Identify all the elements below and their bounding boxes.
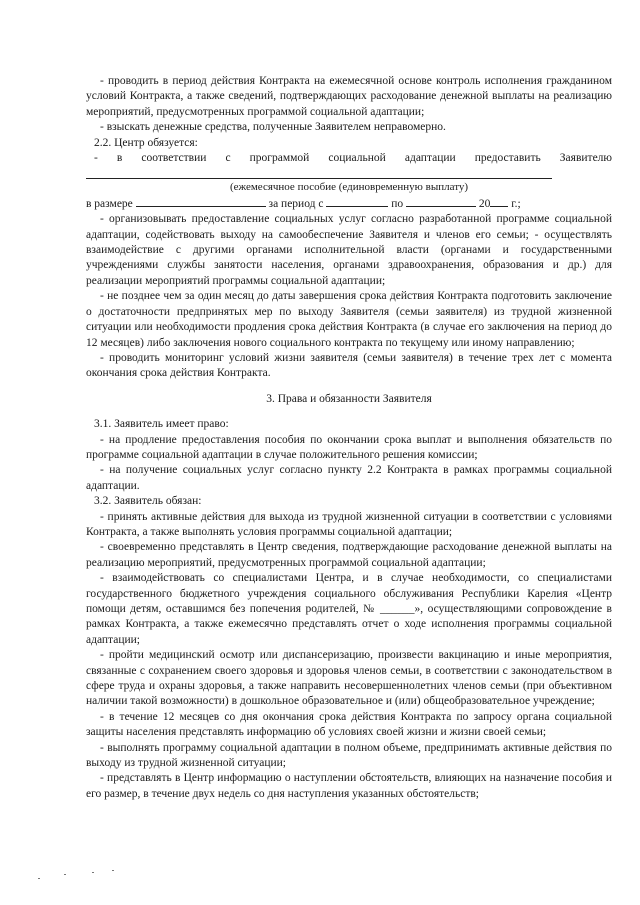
paragraph-monitoring: - проводить мониторинг условий жизни заявителя (семьи заявителя) в течение трех лет с момента окончания срока действия Контракта. — [86, 351, 612, 380]
blank-date-from — [326, 196, 388, 207]
section-3-1-title: 3.1. Заявитель имеет право: — [94, 418, 229, 431]
period-from-label: за период с — [268, 197, 324, 210]
paragraph-control: - проводить в период действия Контракта на ежемесячной основе контроль исполнения гражданином условий Контракта, а также сведений, подтверждающих расходование денежной выплаты на реализацию мероприятий, предусмотренных программой социальной адаптации; — [86, 75, 612, 118]
amount-line — [86, 196, 612, 212]
year-label: 20 — [478, 197, 491, 210]
document-body — [86, 74, 612, 802]
paragraph-cooperate: - взаимодействовать со специалистами Центра, и в случае необходимости, со специалистами государственного бюджетного учреждения социального обслуживания Республики Карелия «Центр помощи детям, оставшимся без попечения родителей, № ______», осуществляющими сопровождение в рамках Контракта, а также ежемесячно представлять отчет о ходе исполнения программы социальной адаптации; — [86, 572, 612, 646]
section-3-2-title: 3.2. Заявитель обязан: — [94, 495, 202, 508]
scan-specks — [34, 866, 154, 886]
blank-line-benefit — [86, 166, 552, 179]
paragraph-extension-right: - на продление предоставления пособия по окончании срока выплат и выполнения обязательств по программе социальной адаптации в случае положительного решения комиссии; — [86, 433, 612, 461]
section-2-2-title: 2.2. Центр обязуется: — [94, 136, 198, 149]
paragraph-medical: - пройти медицинский осмотр или диспансеризацию, произвести вакцинацию и иные мероприятия, связанные с сохранением своего здоровья и здоровья членов семьи, в соответствии с законодательством в сфере труда и охраны здоровья, а также направить несовершеннолетних членов семьи (при объективном наличии такой возможности) в дошкольное образовательное и (или) общеобразовательное учреждение; — [86, 649, 612, 708]
paragraph-recover-funds: - взыскать денежные средства, полученные Заявителем неправомерно. — [100, 121, 446, 134]
paragraph-notify-circumstances: - представлять в Центр информацию о наступлении обстоятельств, влияющих на назначение пособия и его размер, в течение двух недель со дня наступления указанных обстоятельств; — [86, 772, 612, 800]
paragraph-12-months: - в течение 12 месяцев со дня окончания срока действия Контракта по запросу органа социальной защиты населения представлять информацию об условиях своей жизни и жизни своей семьи; — [86, 710, 612, 739]
paragraph-active-actions: - принять активные действия для выхода из трудной жизненной ситуации в соответствии с условиями Контракта, а также выполнять условия программы социальной адаптации; — [86, 510, 612, 538]
amount-prefix: в размере — [86, 197, 133, 210]
blank-date-to — [406, 196, 476, 207]
blank-year — [490, 196, 508, 207]
paragraph-fulfil-program: - выполнять программу социальной адаптации в полном объеме, предпринимать активные действия по выходу из трудной жизненной ситуации; — [86, 741, 612, 770]
year-suffix: г.; — [511, 197, 521, 210]
blank-amount — [136, 196, 266, 207]
paragraph-submit-info: - своевременно представлять в Центр сведения, подтверждающие расходование денежной выплаты на реализацию мероприятий, предусмотренных программой социальной адаптации; — [86, 541, 612, 569]
benefit-caption: (ежемесячное пособие (единовременную выплату) — [229, 181, 469, 194]
paragraph-conclusion: - не позднее чем за один месяц до даты завершения срока действия Контракта подготовить заключение о достаточности предпринятых мер по выходу Заявителя (семьи заявителя) из трудной жизненной ситуации или необходимости продления срока действия Контракта (в случае его заключения на период до 12 месяцев) либо заключения нового социального контракта по текущему или иному направлению; — [86, 290, 612, 349]
period-to-label: по — [391, 197, 404, 210]
paragraph-organize-services: - организовывать предоставление социальных услуг согласно разработанной программе социальной адаптации, содействовать выходу на самообеспечение Заявителя и членов его семьи; - осуществлять взаимодействие с другими органами исполнительной власти (органами и государственными учреждениями службы занятости населения, органами здравоохранения, образования и др.) для реализации мероприятий программы социальной адаптации; — [86, 213, 612, 287]
section-3-heading: 3. Права и обязанности Заявителя — [266, 392, 432, 405]
paragraph-provide: - в соответствии с программой социальной адаптации предоставить Заявителю — [94, 152, 612, 165]
paragraph-services-right: - на получение социальных услуг согласно пункту 2.2 Контракта в рамках программы социальной адаптации. — [86, 464, 612, 492]
